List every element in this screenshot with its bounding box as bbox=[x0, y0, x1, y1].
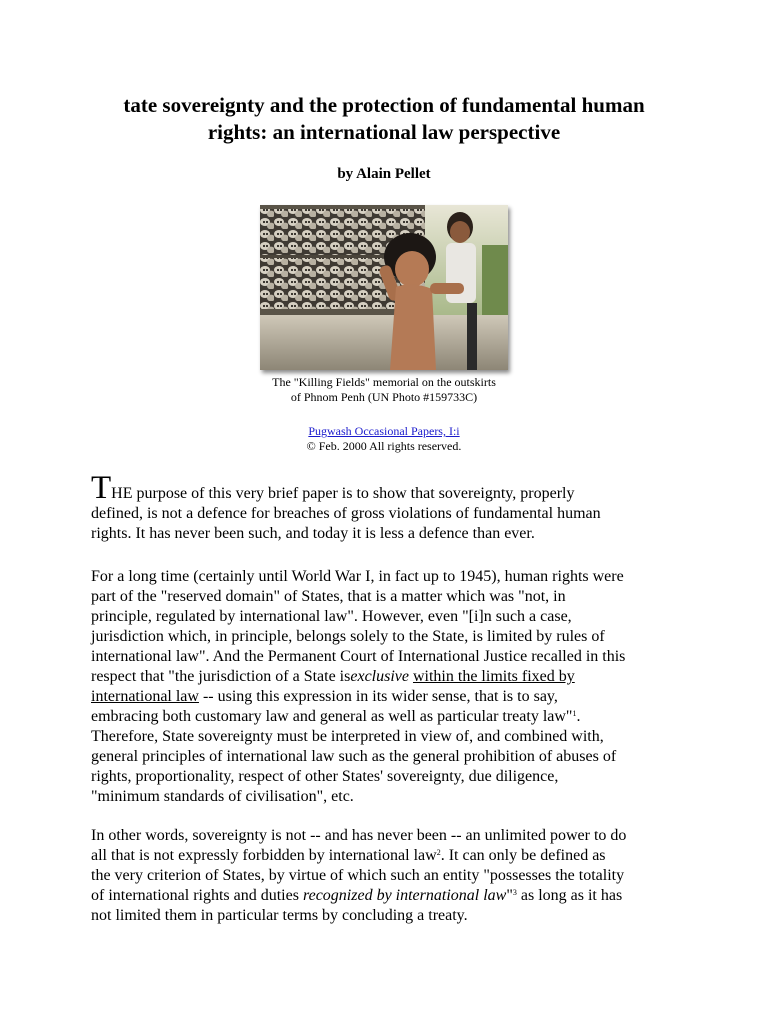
p2-line-4: jurisdiction which, in principle, belongs solely to the State, is limited by rules of bbox=[91, 628, 605, 645]
p2-line-3: principle, regulated by international law". However, even "[i]n such a case, bbox=[91, 608, 572, 625]
p2-line-12: "minimum standards of civilisation", etc. bbox=[91, 788, 354, 805]
p1-line-1: HE purpose of this very brief paper is to show that sovereignty, properly bbox=[111, 485, 575, 502]
p2-line-5: international law". And the Permanent Court of International Justice recalled in this bbox=[91, 648, 626, 665]
p3-line-4-end: as long as it has bbox=[516, 887, 623, 904]
footnote-ref-1: 1 bbox=[572, 709, 577, 718]
photo-caption bbox=[220, 375, 548, 405]
p2-line-2: part of the "reserved domain" of States, that is a matter which was "not, in bbox=[91, 588, 566, 605]
memorial-photo bbox=[260, 205, 508, 370]
pugwash-papers-link[interactable]: Pugwash Occasional Papers, I:i bbox=[308, 424, 460, 438]
p2-line-6: respect that "the jurisdiction of a State is bbox=[91, 668, 351, 685]
p3-line-2-end: . It can only be defined as bbox=[440, 847, 606, 864]
p3-line-1: In other words, sovereignty is not -- and has never been -- an unlimited power to do bbox=[91, 827, 627, 844]
underlined-phrase-1: within the limits fixed by bbox=[412, 668, 575, 685]
quote-mark: " bbox=[506, 887, 513, 904]
p2-line-9: Therefore, State sovereignty must be interpreted in view of, and combined with, bbox=[91, 728, 604, 745]
copyright-notice: © Feb. 2000 All rights reserved. bbox=[306, 439, 462, 453]
paragraph-3 bbox=[91, 826, 691, 926]
p2-line-7: -- using this expression in its wider sense, that is to say, bbox=[198, 688, 558, 705]
title-line-2: rights: an international law perspective bbox=[207, 120, 561, 144]
emphasis-exclusive: exclusive bbox=[350, 668, 409, 685]
p2-line-10: general principles of international law such as the general prohibition of abuses of bbox=[91, 748, 617, 765]
p3-line-5: not limited them in particular terms by concluding a treaty. bbox=[91, 907, 468, 924]
emphasis-recognized: recognized by international law bbox=[302, 887, 507, 904]
p3-line-3: the very criterion of States, by virtue of which such an entity "possesses the totality bbox=[91, 867, 625, 884]
title-line-1: tate sovereignty and the protection of fundamental human bbox=[123, 93, 645, 117]
paragraph-1 bbox=[91, 470, 691, 544]
p2-line-1: For a long time (certainly until World War I, in fact up to 1945), human rights were bbox=[91, 568, 624, 585]
p1-line-2: defined, is not a defence for breaches of gross violations of fundamental human bbox=[91, 505, 601, 522]
p3-line-2: all that is not expressly forbidden by international law bbox=[91, 847, 437, 864]
p2-line-8: embracing both customary law and general as well as particular treaty law" bbox=[91, 708, 573, 725]
paragraph-2 bbox=[91, 567, 691, 807]
author-byline: by Alain Pellet bbox=[337, 166, 431, 182]
caption-line-1: The "Killing Fields" memorial on the outskirts bbox=[272, 375, 496, 389]
drop-cap: T bbox=[91, 470, 112, 506]
underlined-phrase-2: international law bbox=[91, 688, 199, 705]
p2-line-11: rights, proportionality, respect of other States' sovereignty, due diligence, bbox=[91, 768, 559, 785]
document-title bbox=[60, 92, 708, 146]
p1-line-3: rights. It has never been such, and today it is less a defence than ever. bbox=[91, 525, 535, 542]
p3-line-4: of international rights and duties bbox=[91, 887, 303, 904]
caption-line-2: of Phnom Penh (UN Photo #159733C) bbox=[290, 390, 478, 404]
footnote-ref-2: 2 bbox=[436, 848, 441, 857]
source-block bbox=[220, 424, 548, 454]
footnote-ref-3: 3 bbox=[512, 888, 517, 897]
period: . bbox=[576, 708, 581, 725]
